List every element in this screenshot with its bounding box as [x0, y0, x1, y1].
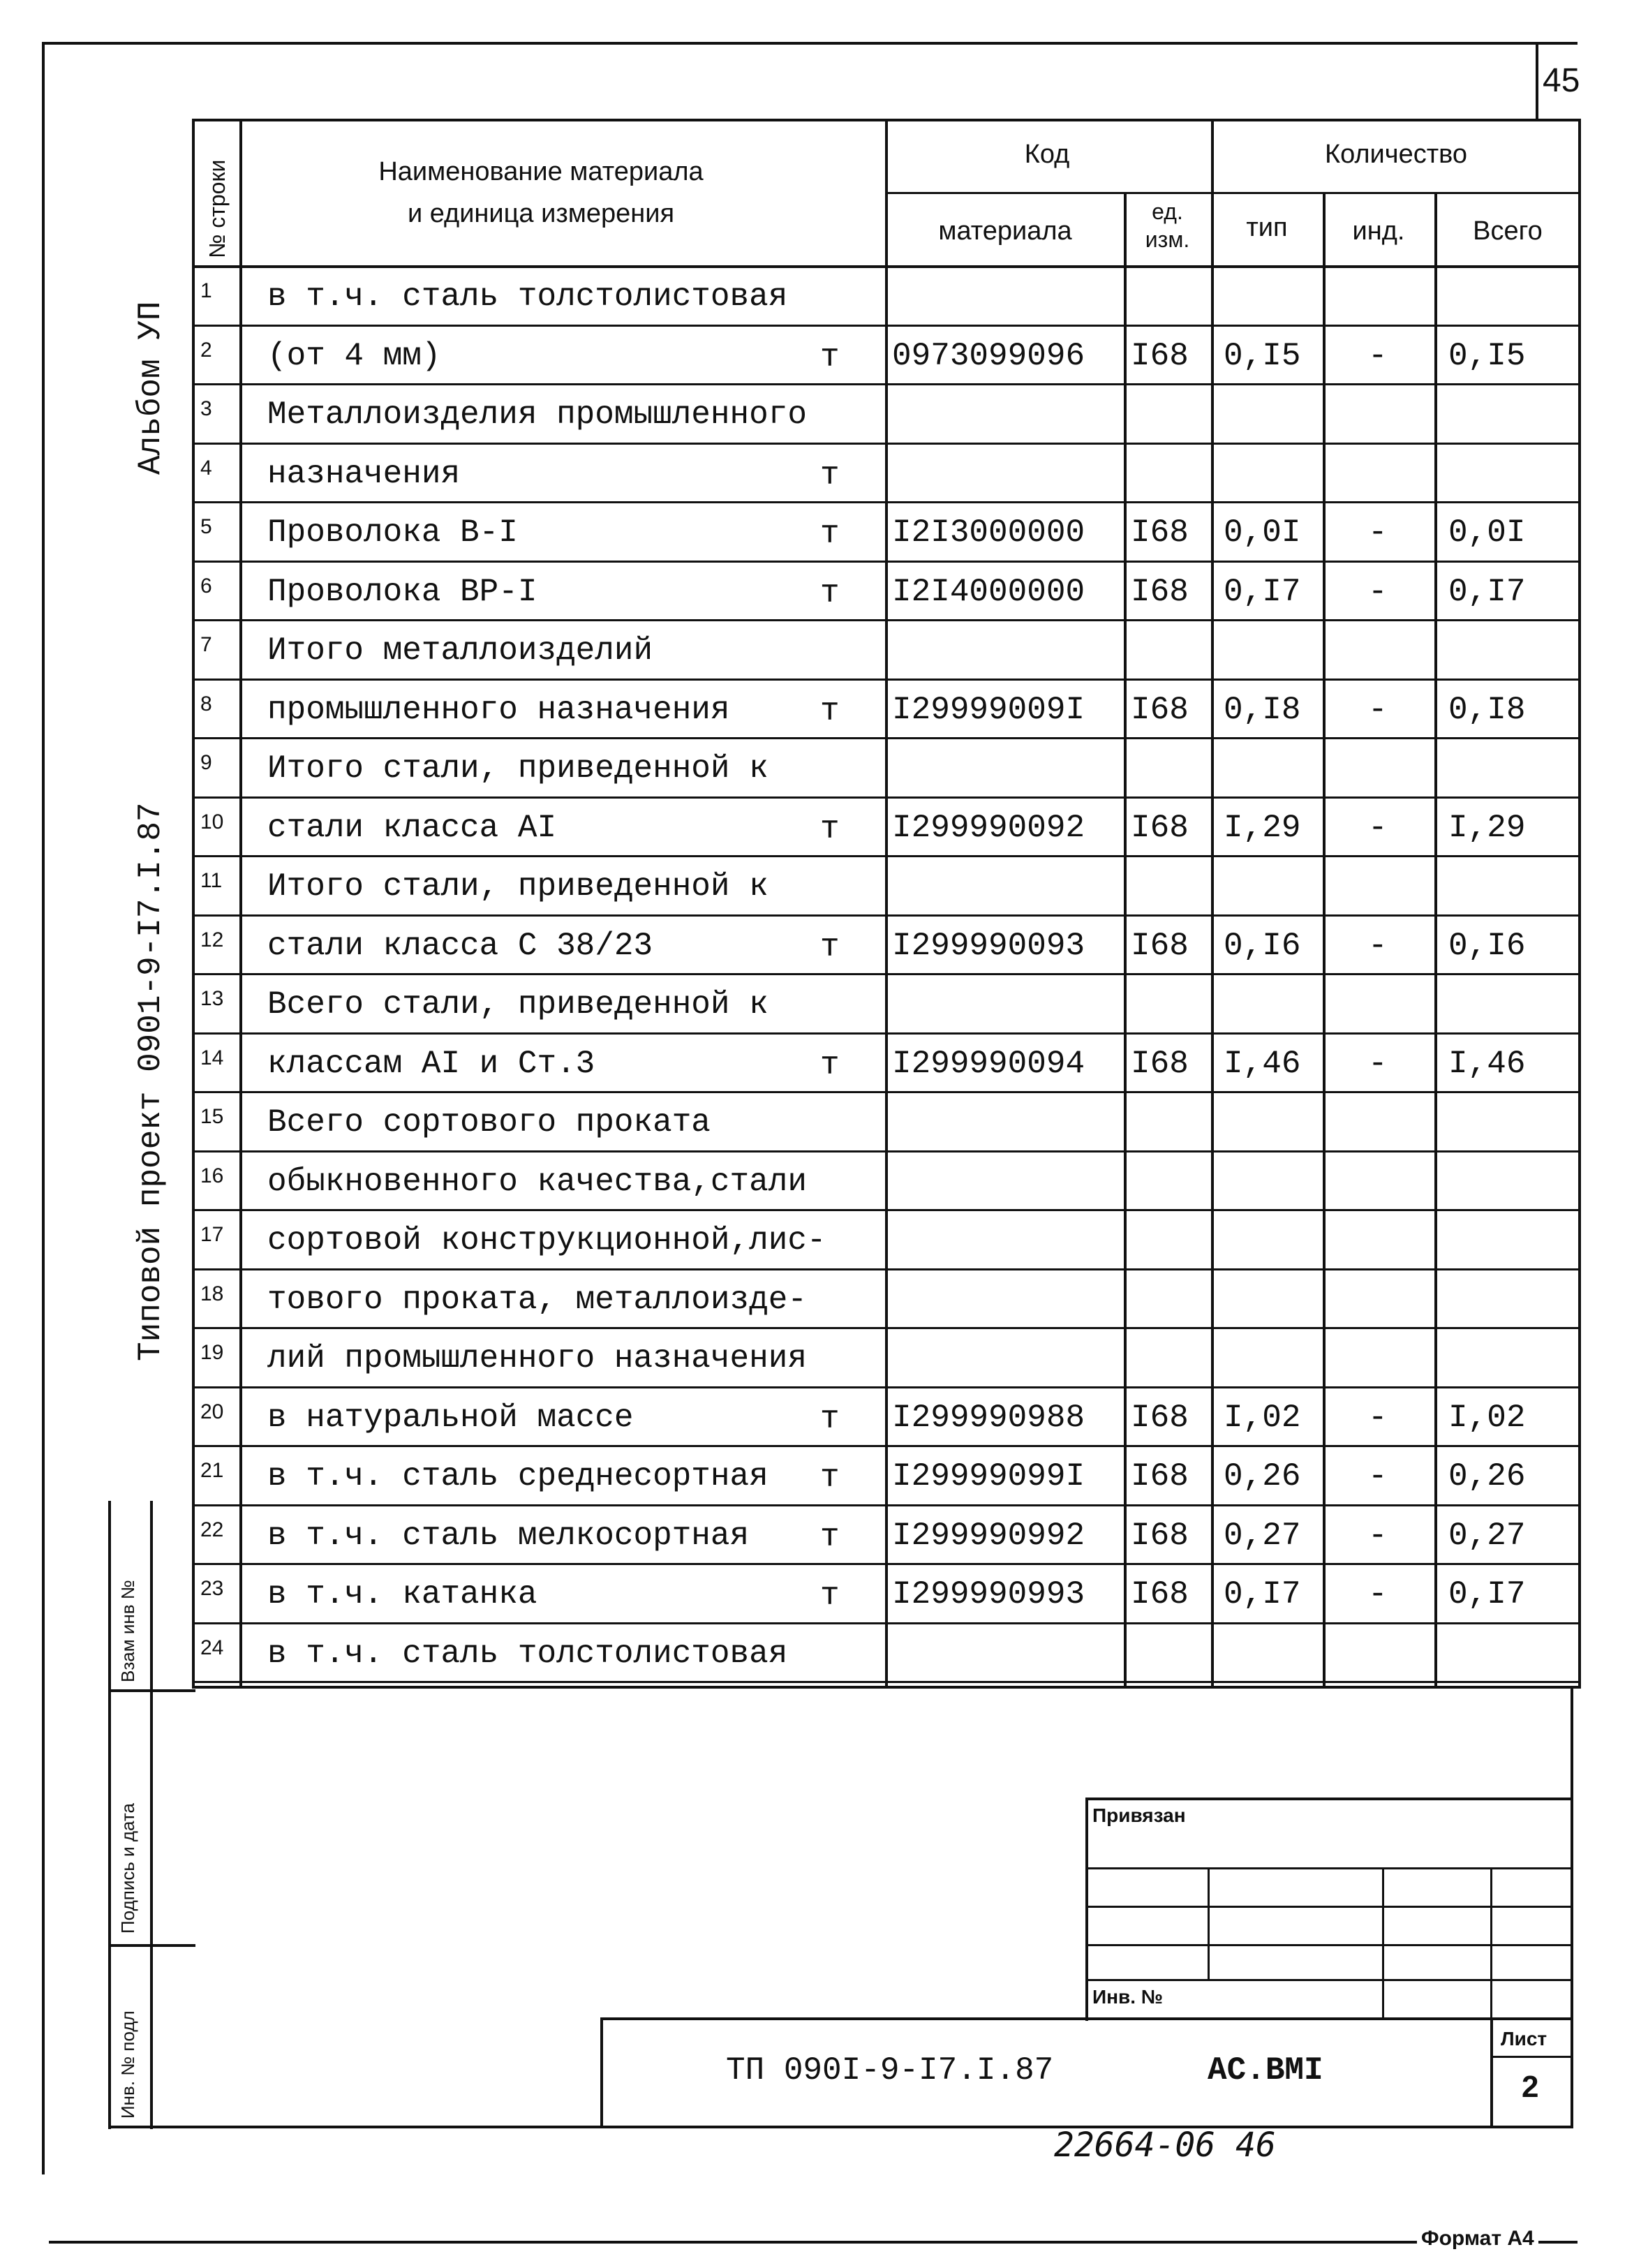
privyazan-box-left	[1085, 1798, 1088, 2021]
row-line	[192, 443, 1581, 445]
row-line	[192, 737, 1581, 739]
row-line	[192, 561, 1581, 563]
quantity-total: 0,I5	[1448, 338, 1526, 374]
unit-code: I68	[1131, 1400, 1189, 1436]
inv-no-label: Инв. №	[1092, 1986, 1164, 2008]
side-vzam-label: Взам инв №	[117, 1580, 138, 1682]
row-number: 15	[200, 1105, 224, 1128]
material-name: в натуральной массе	[267, 1400, 634, 1436]
material-code: I29999009I	[892, 692, 1085, 728]
quantity-type: 0,0I	[1224, 514, 1301, 551]
row-number: 1	[200, 279, 212, 302]
material-code: I299990992	[892, 1518, 1085, 1554]
side-project-label: Типовой проект 0901-9-I7.I.87	[133, 802, 169, 1361]
side-podpis-label: Подпись и дата	[117, 1802, 138, 1934]
row-line	[192, 914, 1581, 917]
quantity-type: 0,26	[1224, 1458, 1301, 1495]
header-code-material: материала	[938, 216, 1072, 246]
col-line-2	[885, 119, 888, 1686]
row-number: 14	[200, 1046, 224, 1069]
row-number: 21	[200, 1459, 224, 1482]
row-number: 19	[200, 1341, 224, 1364]
header-q-ind: инд.	[1352, 216, 1405, 246]
frame-top	[42, 42, 1578, 45]
material-name: Всего стали, приведенной к	[267, 986, 769, 1023]
row-line	[192, 1445, 1581, 1447]
row-line	[192, 501, 1581, 503]
row-number: 6	[200, 575, 212, 598]
unit-label: т	[820, 811, 840, 847]
privyazan-line-3	[1085, 1944, 1571, 1946]
quantity-ind: -	[1368, 1576, 1388, 1613]
unit-label: т	[820, 1460, 840, 1496]
material-code: I2I3000000	[892, 514, 1085, 551]
row-number: 18	[200, 1282, 224, 1305]
frame-left	[42, 42, 45, 2174]
privyazan-line-4	[1085, 1979, 1571, 1981]
row-line	[192, 383, 1581, 385]
header-row-no: № строки	[205, 159, 230, 258]
quantity-ind: -	[1368, 1400, 1388, 1436]
header-quantity: Количество	[1324, 140, 1468, 169]
row-number: 17	[200, 1223, 224, 1246]
side-box-div2	[108, 1944, 195, 1947]
row-line	[192, 1622, 1581, 1624]
material-code: 0973099096	[892, 338, 1085, 374]
frame-bottom	[49, 2241, 1578, 2244]
material-name: (от 4 мм)	[267, 338, 441, 374]
row-line	[192, 1209, 1581, 1211]
materials-table	[192, 119, 1581, 1686]
row-line	[192, 1563, 1581, 1565]
header-unit-1: ед.	[1152, 199, 1183, 224]
unit-label: т	[820, 1047, 840, 1083]
quantity-ind: -	[1368, 928, 1388, 964]
header-code: Код	[1024, 140, 1070, 169]
side-inv-podl-label: Инв. № подл	[117, 2010, 138, 2119]
row-number: 7	[200, 633, 212, 656]
unit-code: I68	[1131, 338, 1189, 374]
row-number: 22	[200, 1518, 224, 1541]
material-code: I299990988	[892, 1400, 1085, 1436]
row-number: 16	[200, 1164, 224, 1187]
side-box-div1	[108, 1689, 195, 1692]
material-name: в т.ч. сталь среднесортная	[267, 1458, 769, 1495]
material-name: Итого стали, приведенной к	[267, 750, 769, 787]
unit-code: I68	[1131, 1046, 1189, 1082]
material-code: I299990093	[892, 928, 1085, 964]
unit-code: I68	[1131, 810, 1189, 846]
row-number: 8	[200, 692, 212, 716]
quantity-total: 0,0I	[1448, 514, 1526, 551]
material-name: в т.ч. сталь толстолистовая	[267, 279, 788, 315]
quantity-total: I,29	[1448, 810, 1526, 846]
quantity-type: I,02	[1224, 1400, 1301, 1436]
privyazan-label: Привязан	[1092, 1804, 1186, 1826]
main-stamp-top	[600, 2017, 1571, 2020]
material-name: промышленного назначения	[267, 692, 730, 728]
material-name: лий промышленного назначения	[267, 1340, 807, 1377]
sheet-number: 2	[1522, 2070, 1539, 2104]
unit-code: I68	[1131, 1576, 1189, 1613]
quantity-ind: -	[1368, 1046, 1388, 1082]
material-name: тового проката, металлоизде-	[267, 1282, 807, 1318]
col-line-5	[1323, 192, 1326, 1686]
material-code: I299990993	[892, 1576, 1085, 1613]
col-line-6	[1434, 192, 1437, 1686]
unit-label: т	[820, 929, 840, 965]
quantity-total: I,46	[1448, 1046, 1526, 1082]
privyazan-line-2	[1085, 1906, 1571, 1908]
quantity-type: 0,27	[1224, 1518, 1301, 1554]
col-line-1	[239, 119, 242, 1686]
row-line	[192, 1327, 1581, 1329]
row-line	[192, 679, 1581, 681]
privyazan-box-top	[1085, 1798, 1571, 1800]
col-line-7	[1578, 119, 1581, 1686]
material-name: в т.ч. сталь мелкосортная	[267, 1518, 750, 1554]
privyazan-vline-2	[1382, 1867, 1384, 2017]
privyazan-vline-3	[1490, 1867, 1492, 2017]
col-line-4	[1211, 119, 1214, 1686]
bottom-handwritten-number: 22664-06 46	[1054, 2126, 1276, 2165]
quantity-ind: -	[1368, 1458, 1388, 1495]
material-name: обыкновенного качества,стали	[267, 1164, 807, 1200]
header-name-line2: и единица измерения	[407, 199, 675, 228]
quantity-total: I,02	[1448, 1400, 1526, 1436]
row-line	[192, 1504, 1581, 1506]
row-number: 20	[200, 1400, 224, 1423]
unit-label: т	[820, 693, 840, 729]
unit-label: т	[820, 516, 840, 552]
table-header-mid-line	[886, 192, 1581, 194]
material-name: Всего сортового проката	[267, 1104, 711, 1141]
quantity-total: 0,I8	[1448, 692, 1526, 728]
quantity-type: 0,I8	[1224, 692, 1301, 728]
material-name: назначения	[267, 456, 461, 492]
unit-label: т	[820, 1519, 840, 1555]
row-number: 12	[200, 928, 224, 951]
row-number: 11	[200, 869, 223, 892]
material-name: стали класса AI	[267, 810, 557, 846]
sheet-box-left	[1490, 2017, 1493, 2126]
material-name: классам AI и Ст.3	[267, 1046, 595, 1082]
row-number: 9	[200, 751, 212, 774]
row-line	[192, 1150, 1581, 1152]
row-number: 4	[200, 457, 212, 480]
quantity-ind: -	[1368, 574, 1388, 610]
material-name: Проволока В-I	[267, 514, 518, 551]
material-code: I299990092	[892, 810, 1085, 846]
stamp-right-line	[1571, 1686, 1573, 2126]
material-name: в т.ч. сталь толстолистовая	[267, 1636, 788, 1672]
material-name: Итого металлоизделий	[267, 632, 653, 669]
row-line	[192, 855, 1581, 857]
main-stamp-bottom	[108, 2126, 1573, 2128]
sheet-label: Лист	[1501, 2028, 1547, 2050]
quantity-total: 0,I6	[1448, 928, 1526, 964]
page-number-box-left	[1536, 42, 1538, 119]
side-album-label: Альбом УП	[133, 301, 169, 475]
unit-label: т	[820, 1401, 840, 1437]
col-line-3	[1124, 192, 1127, 1686]
quantity-ind: -	[1368, 514, 1388, 551]
row-line	[192, 1268, 1581, 1270]
row-line	[192, 1091, 1581, 1093]
row-line	[192, 796, 1581, 799]
row-line	[192, 973, 1581, 975]
unit-code: I68	[1131, 692, 1189, 728]
quantity-ind: -	[1368, 810, 1388, 846]
header-unit-2: изм.	[1145, 227, 1190, 252]
col-line-0	[192, 119, 195, 1686]
material-name: сортовой конструкционной,лис-	[267, 1222, 826, 1259]
quantity-type: 0,I7	[1224, 1576, 1301, 1613]
header-q-total: Всего	[1473, 216, 1543, 246]
material-code: I2I4000000	[892, 574, 1085, 610]
unit-label: т	[820, 1578, 840, 1614]
quantity-type: 0,I7	[1224, 574, 1301, 610]
row-number: 5	[200, 515, 212, 538]
material-code: I29999099I	[892, 1458, 1085, 1495]
quantity-type: I,46	[1224, 1046, 1301, 1082]
material-name: Итого стали, приведенной к	[267, 868, 769, 905]
quantity-type: I,29	[1224, 810, 1301, 846]
unit-label: т	[820, 575, 840, 612]
unit-code: I68	[1131, 928, 1189, 964]
header-name-line1: Наименование материала	[378, 157, 704, 186]
side-box-mid	[150, 1501, 153, 2129]
row-number: 13	[200, 987, 224, 1010]
row-number: 23	[200, 1577, 224, 1600]
row-number: 24	[200, 1636, 224, 1659]
material-name: в т.ч. катанка	[267, 1576, 537, 1613]
stamp-top-line	[192, 1686, 1581, 1689]
quantity-type: 0,I5	[1224, 338, 1301, 374]
row-number: 2	[200, 339, 212, 362]
unit-label: т	[820, 339, 840, 376]
quantity-type: 0,I6	[1224, 928, 1301, 964]
side-box-left	[108, 1501, 111, 2129]
unit-label: т	[820, 457, 840, 494]
quantity-ind: -	[1368, 1518, 1388, 1554]
doc-code: ТП 090I-9-I7.I.87	[726, 2052, 1054, 2089]
quantity-ind: -	[1368, 692, 1388, 728]
row-number: 3	[200, 397, 212, 420]
material-name: стали класса С 38/23	[267, 928, 653, 964]
row-line	[192, 1681, 1581, 1683]
unit-code: I68	[1131, 514, 1189, 551]
row-number: 10	[200, 810, 224, 833]
quantity-total: 0,26	[1448, 1458, 1526, 1495]
quantity-total: 0,I7	[1448, 574, 1526, 610]
unit-code: I68	[1131, 1518, 1189, 1554]
main-stamp-left	[600, 2017, 603, 2126]
row-line	[192, 619, 1581, 621]
format-label: Формат А4	[1417, 2227, 1538, 2251]
page-number: 45	[1543, 62, 1580, 99]
header-q-type: тип	[1246, 213, 1288, 242]
row-line	[192, 325, 1581, 327]
material-name: Проволока ВР-I	[267, 574, 537, 610]
quantity-ind: -	[1368, 338, 1388, 374]
quantity-total: 0,I7	[1448, 1576, 1526, 1613]
row-line	[192, 1032, 1581, 1035]
privyazan-vline-1	[1208, 1867, 1210, 1979]
privyazan-line-1	[1085, 1867, 1571, 1869]
material-name: Металлоизделия промышленного	[267, 396, 807, 433]
sheet-box-mid	[1490, 2056, 1571, 2058]
unit-code: I68	[1131, 574, 1189, 610]
unit-code: I68	[1131, 1458, 1189, 1495]
doc-mark: АС.ВМI	[1208, 2052, 1323, 2089]
row-line	[192, 1386, 1581, 1388]
material-code: I299990094	[892, 1046, 1085, 1082]
quantity-total: 0,27	[1448, 1518, 1526, 1554]
